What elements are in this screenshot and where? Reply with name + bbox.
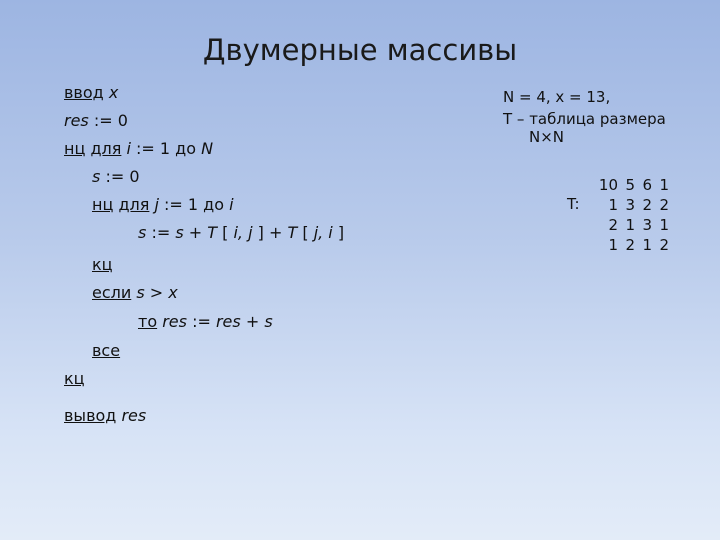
matrix-cell: 5 (625, 176, 635, 194)
variable: j (154, 195, 159, 214)
matrix-cell: 2 (659, 196, 669, 214)
code-line-output (64, 405, 146, 427)
code-text: := 0 (105, 167, 140, 186)
matrix-table (596, 175, 669, 255)
variable: res (64, 111, 89, 130)
matrix-cell: 1 (659, 216, 669, 234)
code-line-endif (92, 340, 120, 362)
matrix-row (596, 235, 669, 255)
code-text: := 1 до (164, 195, 225, 214)
code-text: := (192, 312, 211, 331)
code-line-input (64, 82, 118, 104)
code-text: := 1 до (136, 139, 197, 158)
variable: i (229, 195, 234, 214)
matrix-cell: 1 (642, 236, 652, 254)
matrix-row (596, 175, 669, 195)
keyword: кц (64, 369, 85, 388)
matrix-cell: 3 (642, 216, 652, 234)
matrix-cell: 2 (625, 236, 635, 254)
keyword: вывод (64, 406, 117, 425)
matrix-row (596, 195, 669, 215)
keyword: то (138, 312, 158, 331)
matrix-cell: 1 (608, 196, 618, 214)
variable: s (92, 167, 101, 186)
variable: s (264, 312, 273, 331)
keyword: все (92, 341, 121, 360)
condition-line: T – таблица размера (503, 110, 666, 128)
code-text: > (149, 283, 164, 302)
code-line-s-init (92, 166, 140, 188)
matrix-cell: 3 (625, 196, 635, 214)
variable: x (108, 83, 119, 102)
code-text: ] + (257, 223, 283, 242)
code-line-outer-loop (64, 138, 213, 160)
variable: s (136, 283, 145, 302)
variable: x (168, 283, 178, 302)
condition-line: N = 4, x = 13, (503, 88, 611, 106)
code-line-res-init (64, 110, 128, 132)
code-text: := (151, 223, 171, 242)
code-line-inner-loop (92, 194, 234, 216)
variable: s (175, 223, 184, 242)
keyword: нц (92, 195, 114, 214)
matrix-cell: 2 (608, 216, 618, 234)
code-text: ] (337, 223, 345, 242)
matrix-cell: 10 (598, 176, 618, 194)
variable: i (126, 139, 131, 158)
code-line-then (138, 311, 273, 333)
matrix-row (596, 215, 669, 235)
code-text: [ (222, 223, 229, 242)
code-line-if (92, 282, 178, 304)
keyword: кц (92, 255, 113, 274)
slide-title: Двумерные массивы (202, 33, 518, 67)
variable: res (162, 312, 187, 331)
code-text: [ (302, 223, 309, 242)
variable: s (138, 223, 147, 242)
matrix-cell: 6 (642, 176, 652, 194)
problem-conditions (503, 86, 666, 148)
variable: j, i (313, 223, 333, 242)
matrix-cell: 1 (659, 176, 669, 194)
matrix-cell: 1 (625, 216, 635, 234)
keyword: для (118, 195, 150, 214)
matrix-cell: 1 (608, 236, 618, 254)
variable: res (215, 312, 241, 331)
keyword: нц (64, 139, 86, 158)
code-text: + (245, 312, 260, 331)
keyword: ввод (64, 83, 104, 102)
variable: i, j (233, 223, 253, 242)
code-text: := 0 (93, 111, 128, 130)
code-line-sum (138, 222, 344, 244)
code-line-outer-end (64, 368, 85, 390)
keyword: если (92, 283, 132, 302)
variable: res (121, 406, 147, 425)
table-label: T: (567, 195, 580, 213)
keyword: для (90, 139, 122, 158)
condition-line: N×N (529, 128, 565, 146)
matrix-cell: 2 (642, 196, 652, 214)
variable: T (287, 223, 298, 242)
variable: T (207, 223, 218, 242)
matrix-cell: 2 (659, 236, 669, 254)
code-line-inner-end (92, 254, 113, 276)
variable: N (201, 139, 214, 158)
code-text: + (188, 223, 203, 242)
